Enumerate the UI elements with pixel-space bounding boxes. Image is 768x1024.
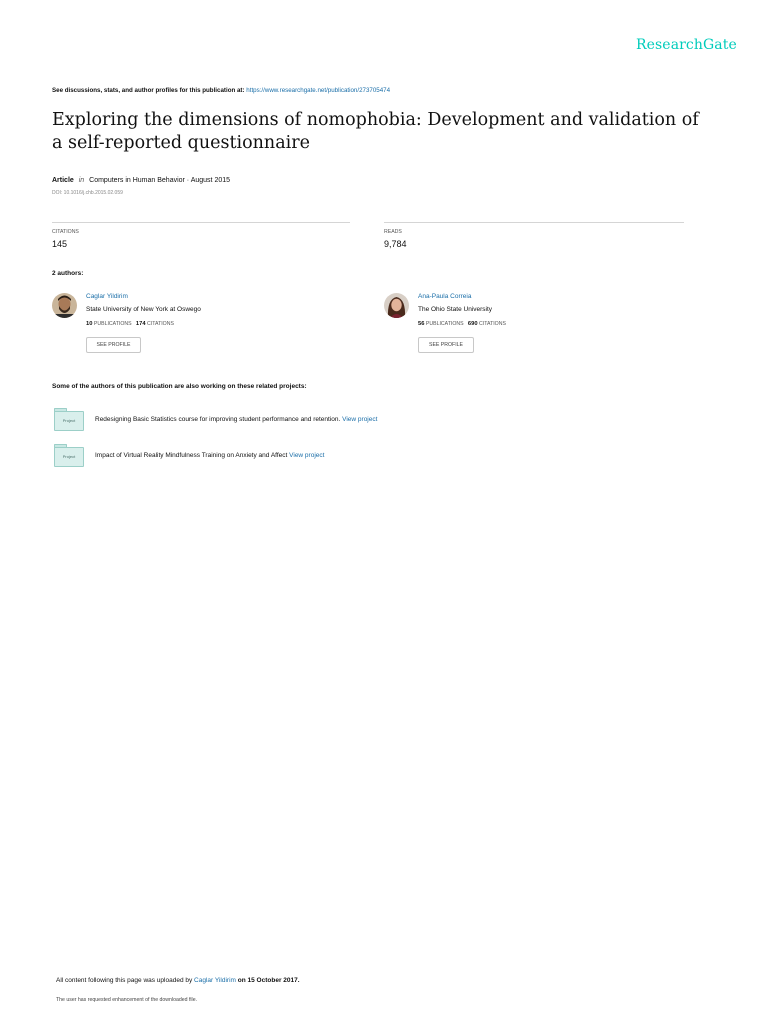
author-name[interactable]: Caglar Yildirim (86, 293, 128, 300)
avatar[interactable] (384, 293, 409, 318)
project-title: Redesigning Basic Statistics course for improving student performance and retention. (95, 416, 341, 423)
view-project-link[interactable]: View project (289, 452, 325, 459)
publication-title: Exploring the dimensions of nomophobia: Development and validation of a self-reported questionnaire (52, 110, 699, 153)
uploaded-suffix: on 15 October 2017. (237, 977, 300, 984)
folder-label: Project (54, 447, 84, 467)
journal-date: Computers in Human Behavior · August 2015 (89, 177, 231, 184)
discussions-prefix: See discussions, stats, and author profiles for this publication at: (52, 87, 245, 94)
see-profile-button[interactable]: SEE PROFILE (86, 337, 141, 353)
discussions-line (52, 87, 390, 94)
uploader-link[interactable]: Caglar Yildirim (194, 977, 236, 984)
author-institution: State University of New York at Oswego (86, 306, 201, 313)
publications-count: 10 (86, 321, 93, 327)
author-stats (86, 321, 174, 327)
related-projects-label: Some of the authors of this publication are also working on these related projects: (52, 383, 307, 390)
avatar[interactable] (52, 293, 77, 318)
author-name[interactable]: Ana-Paula Correia (418, 293, 472, 300)
publications-label: PUBLICATIONS (93, 321, 132, 327)
upload-note (56, 977, 300, 984)
project-item (95, 416, 377, 423)
folder-icon[interactable] (54, 444, 84, 466)
author-institution: The Ohio State University (418, 306, 493, 313)
publications-count: 56 (418, 321, 425, 327)
see-profile-button[interactable]: SEE PROFILE (418, 337, 474, 353)
divider-right (384, 222, 684, 223)
citations-label: CITATIONS (147, 321, 174, 327)
citations-count: 690 (467, 321, 478, 327)
authors-count-label: 2 authors: (52, 270, 84, 277)
uploaded-prefix: All content following this page was uploaded by (56, 977, 193, 984)
enhancement-note: The user has requested enhancement of the downloaded file. (56, 997, 198, 1003)
view-project-link[interactable]: View project (342, 416, 378, 423)
citations-count: 174 (135, 321, 146, 327)
citations-label: CITATIONS (52, 229, 79, 235)
doi: DOI: 10.1016/j.chb.2015.02.059 (52, 190, 123, 196)
project-title: Impact of Virtual Reality Mindfulness Training on Anxiety and Affect (95, 452, 288, 459)
reads-value: 9,784 (384, 239, 407, 249)
folder-icon[interactable] (54, 408, 84, 430)
folder-label: Project (54, 411, 84, 431)
publication-meta (52, 177, 230, 184)
reads-label: READS (384, 229, 402, 235)
project-item (95, 452, 324, 459)
researchgate-logo[interactable]: ResearchGate (636, 37, 737, 53)
publications-label: PUBLICATIONS (425, 321, 464, 327)
divider-left (52, 222, 350, 223)
author-stats (418, 321, 506, 327)
publication-url-link[interactable]: https://www.researchgate.net/publication/273705474 (246, 87, 391, 94)
citations-value: 145 (52, 239, 68, 249)
in-word: in (78, 177, 85, 184)
citations-label: CITATIONS (479, 321, 506, 327)
publication-type: Article (52, 177, 74, 184)
